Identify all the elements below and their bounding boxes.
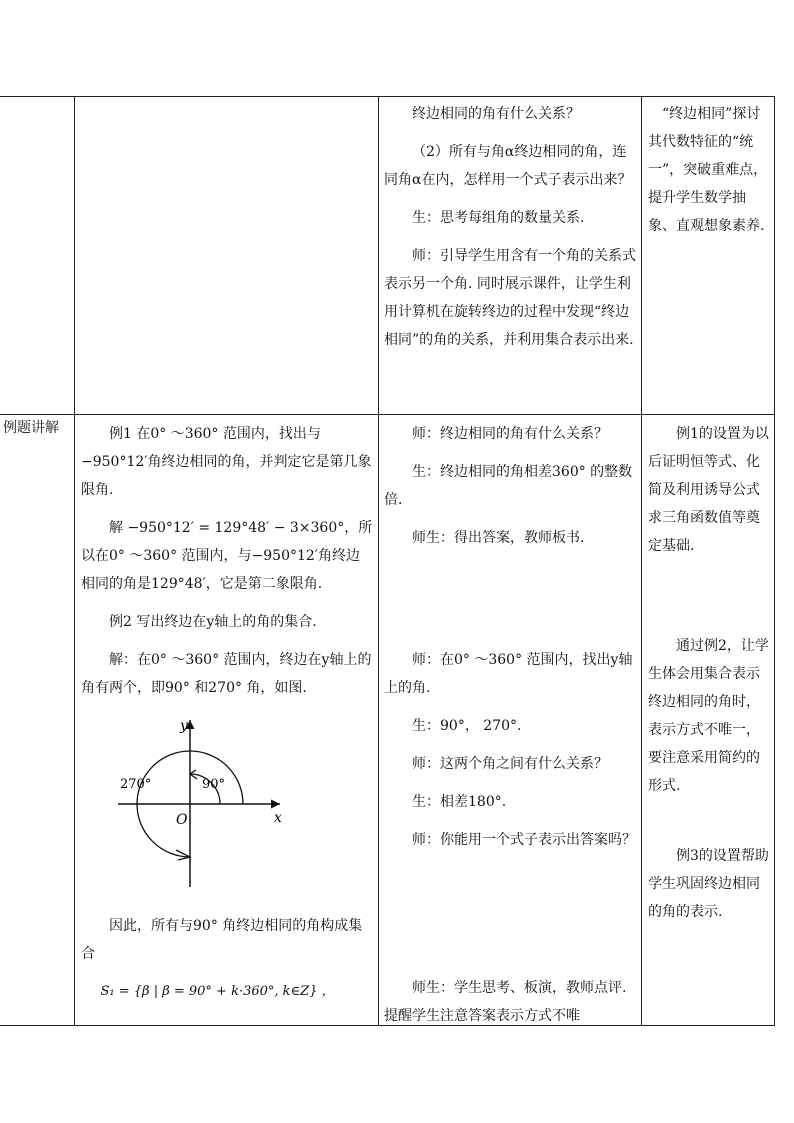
col-divider-2 bbox=[378, 96, 379, 1026]
dialog-1: 师：终边相同的角有什么关系？ bbox=[412, 426, 608, 442]
arc-270-arrowhead bbox=[176, 850, 190, 860]
dialog-9: 师生：学生思考、板演，教师点评. 提醒学生注意答案表示方式不唯 bbox=[384, 980, 627, 1024]
dialog-6: 师：这两个角之间有什么关系？ bbox=[412, 756, 608, 772]
row1-activity-cell bbox=[384, 100, 636, 364]
teacher-student-cell bbox=[384, 420, 636, 562]
dialog-5: 生：90°， 270°. bbox=[412, 718, 522, 734]
x-label: x bbox=[274, 810, 282, 826]
intent-cell-1 bbox=[648, 420, 770, 570]
teacher-guidance: 师：引导学生用含有一个角的关系式表示另一个角. 同时展示课件，让学生利用计算机在旋转终边的过程中发现“终边相同”的角的关系，并利用集合表示出来. bbox=[384, 248, 636, 348]
intent-cell-2 bbox=[648, 632, 770, 810]
design-intent-text: “终边相同”探讨其代数特征的“统一”，突破重难点，提升学生数学抽象、直观想象素养. bbox=[648, 106, 768, 234]
row-divider bbox=[0, 414, 775, 415]
row1-intent-cell bbox=[648, 100, 770, 250]
origin-label: O bbox=[176, 812, 188, 828]
conclusion-cell bbox=[81, 912, 373, 1016]
y-label: y bbox=[180, 718, 188, 734]
angle-270-label: 270° bbox=[120, 777, 152, 792]
dialog-2: 生：终边相同的角相差360° 的整数倍. bbox=[384, 464, 633, 508]
table-right-border bbox=[774, 96, 775, 1026]
teacher-student-cell-2 bbox=[384, 646, 636, 864]
dialog-8: 师：你能用一个式子表示出答案吗？ bbox=[412, 832, 636, 848]
example-content-cell bbox=[81, 420, 373, 712]
dialog-3: 师生：得出答案，教师板书. bbox=[412, 530, 585, 546]
example-2-text: 例2 写出终边在y轴上的角的集合. bbox=[109, 614, 317, 630]
dialog-4: 师：在0° ～360° 范围内，找出y轴上的角. bbox=[384, 652, 633, 696]
stage-label: 例题讲解 bbox=[3, 420, 59, 436]
intent-note-3: 例3的设置帮助学生巩固终边相同的角的表示. bbox=[648, 848, 769, 920]
question-2-text: （2）所有与角α终边相同的角，连同角α在内，怎样用一个式子表示出来？ bbox=[384, 144, 632, 188]
question-text: 终边相同的角有什么关系？ bbox=[412, 106, 580, 122]
col-divider-1 bbox=[74, 96, 75, 1026]
intent-cell-3 bbox=[648, 842, 770, 936]
intent-note-2: 通过例2，让学生体会用集合表示终边相同的角时，表示方式不唯一，要注意采用简约的形式. bbox=[648, 638, 769, 794]
intent-note-1: 例1的设置为以后证明恒等式、化简及利用诱导公式求三角函数值等奠定基础. bbox=[648, 426, 769, 554]
dialog-7: 生：相差180°. bbox=[412, 794, 507, 810]
solution-1-text: 解 −950°12′ = 129°48′ − 3×360°，所以在0° ～360° 范围内，与−950°12′角终边相同的角是129°48′，它是第二象限角. bbox=[81, 520, 373, 592]
angle-figure bbox=[110, 712, 300, 892]
example-1-text: 例1 在0° ～360° 范围内，找出与−950°12′角终边相同的角，并判定它是第几象限角. bbox=[81, 426, 372, 498]
solution-2-text: 解：在0° ～360° 范围内，终边在y轴上的角有两个，即90° 和270° 角，如图. bbox=[81, 652, 372, 696]
angle-90-label: 90° bbox=[202, 777, 226, 792]
set-formula: S₁ = {β | β = 90° + k·360°, k∈Z} ， bbox=[100, 984, 335, 999]
teacher-student-cell-3 bbox=[384, 974, 636, 1040]
col-divider-3 bbox=[641, 96, 642, 1026]
table-top-border bbox=[0, 96, 775, 97]
student-response: 生：思考每组角的数量关系. bbox=[412, 210, 585, 226]
conclusion-text: 因此，所有与90° 角终边相同的角构成集合 bbox=[81, 918, 363, 962]
